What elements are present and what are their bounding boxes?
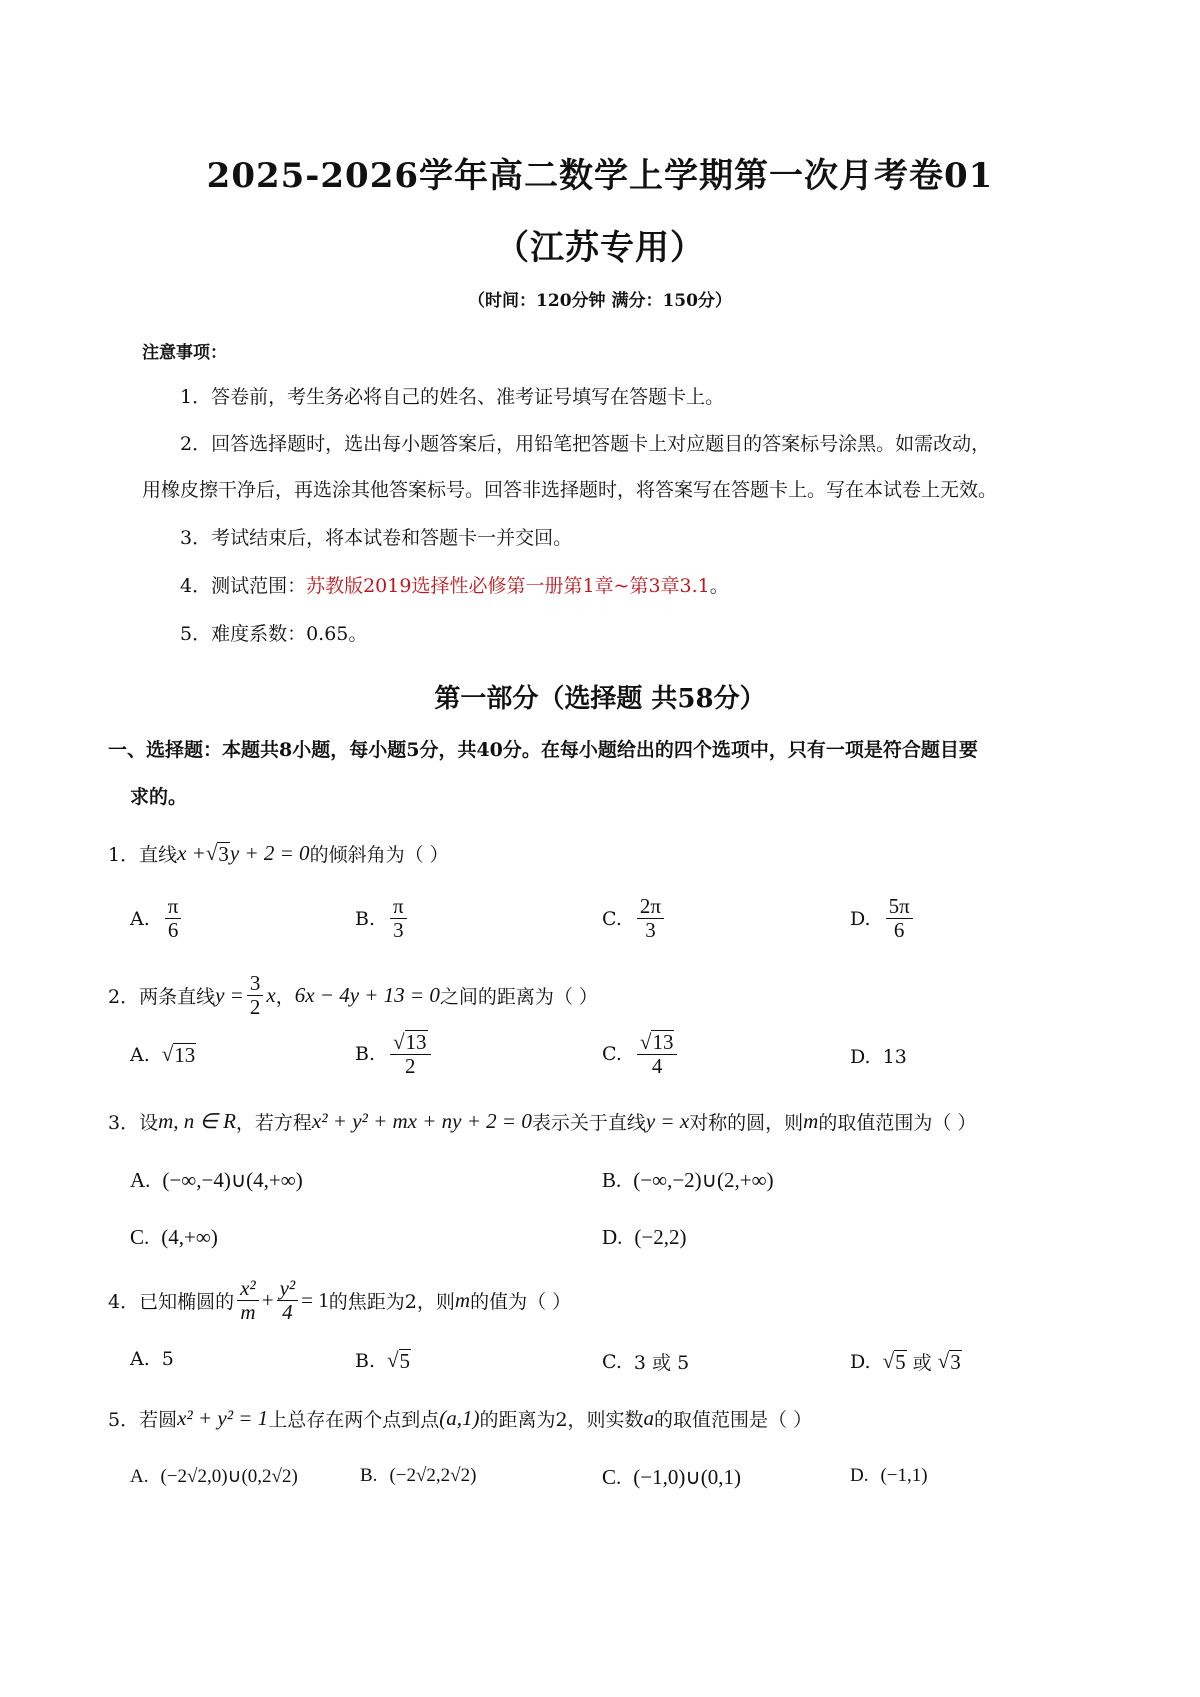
q1-b-fraction: $\frac{\pi}{3}$ bbox=[390, 895, 407, 942]
q2-pre: 两条直线 bbox=[139, 986, 216, 1009]
q2-option-d[interactable]: D. 13 bbox=[850, 1046, 907, 1068]
q2-option-b[interactable]: B. √ 13 2 bbox=[355, 1030, 434, 1078]
q4-mid: 的焦距为2，则 bbox=[328, 1291, 455, 1314]
q5-mid1: 上总存在两个点到点 bbox=[268, 1409, 440, 1431]
q2-line2: 6x − 4y + 13 = 0 bbox=[294, 983, 440, 1008]
time-info: （时间：120分钟 满分：150分） bbox=[468, 291, 732, 311]
q1-option-c[interactable]: C. $\frac{2\pi}{3}$ bbox=[602, 895, 667, 942]
q4-option-c[interactable]: C. 3 或 5 bbox=[602, 1350, 690, 1374]
q2-fraction: $\frac{3}{2}$ bbox=[247, 972, 264, 1019]
q3-number: 3． bbox=[108, 1112, 140, 1134]
q4-fraction-y: $\frac{\text{y²}}{4}$ bbox=[277, 1277, 299, 1324]
q3-option-d[interactable]: D. (−2,2) bbox=[602, 1225, 687, 1249]
exam-subtitle: （江苏专用） bbox=[495, 228, 705, 268]
q2-a-sqrt: √ 13 bbox=[161, 1042, 196, 1067]
q4-post: 的值为（ ） bbox=[470, 1291, 572, 1314]
q4-d-sqrt-2: √ 3 bbox=[937, 1349, 961, 1374]
q5-number: 5． bbox=[108, 1409, 140, 1431]
exam-title: 2025-2026学年高二数学上学期第一次月考卷01 bbox=[206, 156, 994, 196]
q5-option-d[interactable]: D. (−1,1) bbox=[850, 1465, 928, 1486]
q3-post: 的取值范围为（ ） bbox=[818, 1112, 977, 1134]
note-2-line1: 2．回答选择题时，选出每小题答案后，用铅笔把答题卡上对应题目的答案标号涂黑。如需改动， bbox=[180, 433, 991, 455]
q2-option-a[interactable]: A. √ 13 bbox=[130, 1042, 196, 1067]
note-5: 5．难度系数：0.65。 bbox=[180, 623, 368, 645]
q2-c-fraction: √ 13 4 bbox=[637, 1030, 678, 1078]
q3-mid2: 表示关于直线 bbox=[531, 1112, 646, 1134]
q4-option-b[interactable]: B. √ 5 bbox=[355, 1348, 411, 1373]
q1-c-fraction: $\frac{2\pi}{3}$ bbox=[637, 895, 664, 942]
q3-option-b[interactable]: B. (−∞,−2)∪(2,+∞) bbox=[602, 1168, 774, 1192]
q1-option-b[interactable]: B. $\frac{\pi}{3}$ bbox=[355, 895, 410, 942]
q3-line: y = x bbox=[645, 1109, 690, 1133]
q3-option-a[interactable]: A. (−∞,−4)∪(4,+∞) bbox=[130, 1168, 303, 1192]
q2-y-eq: y = bbox=[215, 983, 244, 1008]
q1-pre: 直线 bbox=[139, 844, 178, 866]
q1-eq-part-b: y + 2 = 0 bbox=[229, 841, 310, 865]
q5-a: a bbox=[643, 1406, 655, 1430]
q5-option-c[interactable]: C. (−1,0)∪(0,1) bbox=[602, 1465, 741, 1489]
q1-sqrt: √ 3 bbox=[205, 841, 229, 866]
q4-plus: + bbox=[261, 1288, 274, 1313]
q5-post: 的取值范围是（ ） bbox=[654, 1409, 813, 1431]
note-3: 3．考试结束后，将本试卷和答题卡一并交回。 bbox=[180, 527, 573, 549]
q1-option-d[interactable]: D. $\frac{5\pi}{6}$ bbox=[850, 895, 916, 942]
q4-option-a[interactable]: A. 5 bbox=[130, 1348, 174, 1370]
q5-point: (a,1) bbox=[439, 1406, 480, 1430]
question-2 bbox=[108, 972, 598, 1019]
q1-number: 1． bbox=[108, 844, 140, 866]
q1-eq-part-a: x + bbox=[177, 841, 206, 865]
section-instruction-line2: 求的。 bbox=[130, 786, 188, 808]
q1-post: 的倾斜角为（ ） bbox=[309, 844, 449, 866]
question-4 bbox=[108, 1277, 571, 1324]
q2-number: 2． bbox=[108, 986, 140, 1009]
q4-m: m bbox=[454, 1288, 471, 1313]
q2-option-c[interactable]: C. √ 13 4 bbox=[602, 1030, 680, 1078]
q2-b-fraction: √ 13 2 bbox=[390, 1030, 431, 1078]
question-1 bbox=[108, 840, 449, 867]
note-4-prefix: 4．测试范围： bbox=[180, 575, 307, 597]
q4-pre: 已知椭圆的 bbox=[139, 1291, 235, 1314]
section-instruction-line1: 一、选择题：本题共8小题，每小题5分，共40分。在每小题给出的四个选项中，只有一项是符合题目要 bbox=[108, 739, 978, 761]
q3-m: m bbox=[803, 1109, 819, 1133]
q4-equals-one: = 1 bbox=[301, 1288, 329, 1313]
q3-pre: 设 bbox=[139, 1112, 159, 1134]
q5-mid2: 的距离为2，则实数 bbox=[479, 1409, 644, 1431]
question-5 bbox=[108, 1405, 812, 1432]
q4-fraction-x: $\frac{\text{x²}}{m}$ bbox=[237, 1277, 259, 1324]
notes-heading: 注意事项： bbox=[142, 343, 227, 363]
q5-option-b[interactable]: B. (−2√2,2√2) bbox=[360, 1465, 477, 1486]
q2-sep: ， bbox=[275, 986, 295, 1009]
q2-post: 之间的距离为（ ） bbox=[439, 986, 598, 1009]
question-3 bbox=[108, 1108, 976, 1135]
q4-d-sqrt-1: √ 5 bbox=[882, 1349, 906, 1374]
q5-pre: 若圆 bbox=[139, 1409, 178, 1431]
q4-option-d[interactable]: D. √ 5 或 √ 3 bbox=[850, 1349, 961, 1374]
note-4 bbox=[180, 571, 729, 598]
q1-a-fraction: $\frac{\pi}{6}$ bbox=[165, 895, 182, 942]
note-4-range: 苏教版2019选择性必修第一册第1章~第3章3.1 bbox=[306, 575, 710, 597]
q3-vars: m, n ∈ R bbox=[158, 1109, 236, 1133]
q3-equation: x² + y² + mx + ny + 2 = 0 bbox=[311, 1109, 532, 1133]
q5-option-a[interactable]: A. (−2√2,0)∪(0,2√2) bbox=[130, 1465, 298, 1487]
q2-x: x bbox=[266, 983, 276, 1008]
note-2-line2: 用橡皮擦干净后，再选涂其他答案标号。回答非选择题时，将答案写在答题卡上。写在本试卷上无效。 bbox=[142, 479, 998, 501]
note-1: 1．答卷前，考生务必将自己的姓名、准考证号填写在答题卡上。 bbox=[180, 386, 725, 408]
q4-number: 4． bbox=[108, 1291, 140, 1314]
q3-option-c[interactable]: C. (4,+∞) bbox=[130, 1225, 218, 1249]
note-4-suffix: 。 bbox=[709, 575, 729, 597]
part-title: 第一部分（选择题 共58分） bbox=[434, 684, 766, 714]
q1-option-a[interactable]: A. $\frac{\pi}{6}$ bbox=[130, 895, 184, 942]
q5-circle-eq: x² + y² = 1 bbox=[177, 1406, 269, 1430]
q3-mid3: 对称的圆，则 bbox=[689, 1112, 804, 1134]
q1-d-fraction: $\frac{5\pi}{6}$ bbox=[886, 895, 913, 942]
q4-b-sqrt: √ 5 bbox=[387, 1348, 411, 1373]
q3-mid1: ，若方程 bbox=[235, 1112, 312, 1134]
